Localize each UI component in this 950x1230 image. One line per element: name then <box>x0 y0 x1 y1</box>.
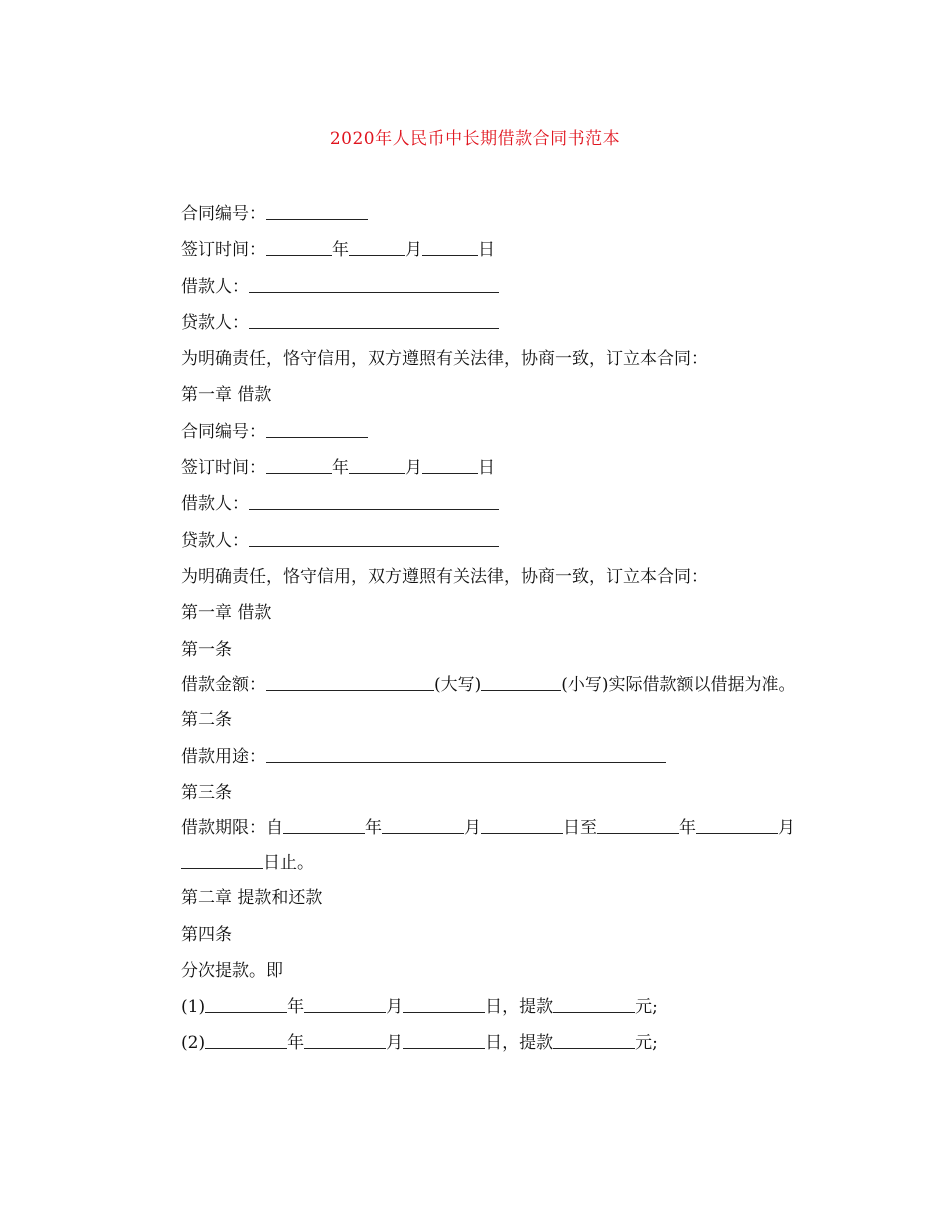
borrower-line: 借款人： <box>143 486 811 522</box>
amount-paragraph: 借款金额： (大写) (小写)实际借款额以借据为准。 <box>181 674 796 695</box>
term-end-year-blank[interactable] <box>597 817 679 834</box>
chapter-heading: 第一章 借款 <box>181 603 272 624</box>
term-start-year-blank[interactable] <box>283 817 365 834</box>
installment-item: (1) 年 月 日，提款 元; <box>181 997 658 1018</box>
amount-lower-blank[interactable] <box>481 674 561 691</box>
term-start-day-blank[interactable] <box>481 817 563 834</box>
preamble: 为明确责任，恪守信用，双方遵照有关法律，协商一致，订立本合同： <box>181 349 708 370</box>
borrower-blank[interactable] <box>249 275 499 292</box>
sign-day-blank[interactable] <box>422 239 478 256</box>
item-year-blank[interactable] <box>205 1032 287 1049</box>
preamble: 为明确责任，恪守信用，双方遵照有关法律，协商一致，订立本合同： <box>181 566 708 587</box>
sign-time-line: 签订时间： 年 月 日 <box>181 240 495 261</box>
chapter-heading: 第二章 提款和还款 <box>181 888 323 909</box>
lender-blank[interactable] <box>249 312 499 329</box>
item-year-blank[interactable] <box>205 996 287 1013</box>
item-amount-blank[interactable] <box>553 1032 635 1049</box>
article-heading: 第一条 <box>181 639 232 660</box>
contract-no-line: 合同编号： <box>143 196 811 232</box>
amount-upper-blank[interactable] <box>266 674 434 691</box>
contract-no-line: 合同编号： <box>143 414 811 450</box>
item-amount-blank[interactable] <box>553 996 635 1013</box>
article-heading: 第三条 <box>181 782 232 803</box>
item-month-blank[interactable] <box>304 996 386 1013</box>
sign-year-blank[interactable] <box>266 457 332 474</box>
lender-blank[interactable] <box>249 530 499 547</box>
document-body <box>143 196 811 1062</box>
chapter-heading: 第一章 借款 <box>181 385 272 406</box>
sign-time-line: 签订时间： 年 月 日 <box>181 458 495 479</box>
term-end-day-blank[interactable] <box>181 852 263 869</box>
purpose-line: 借款用途： <box>143 739 811 775</box>
item-day-blank[interactable] <box>403 1032 485 1049</box>
lender-line: 贷款人： <box>143 305 811 341</box>
contract-no-blank[interactable] <box>266 421 368 438</box>
sign-month-blank[interactable] <box>349 239 405 256</box>
item-day-blank[interactable] <box>403 996 485 1013</box>
installment-item: (2) 年 月 日，提款 元; <box>181 1033 658 1054</box>
borrower-line: 借款人： <box>143 269 811 305</box>
term-start-month-blank[interactable] <box>382 817 464 834</box>
term-end-month-blank[interactable] <box>696 817 778 834</box>
installment-line: 分次提款。即 <box>181 960 283 981</box>
sign-day-blank[interactable] <box>422 457 478 474</box>
sign-month-blank[interactable] <box>349 457 405 474</box>
purpose-blank[interactable] <box>266 746 666 763</box>
sign-year-blank[interactable] <box>266 239 332 256</box>
term-paragraph: 借款期限：自 年 月 日至 年 月日止。 <box>181 818 795 873</box>
contract-no-blank[interactable] <box>266 203 368 220</box>
borrower-blank[interactable] <box>249 493 499 510</box>
item-month-blank[interactable] <box>304 1032 386 1049</box>
article-heading: 第二条 <box>181 710 232 731</box>
lender-line: 贷款人： <box>143 523 811 559</box>
document-title: 2020年人民币中长期借款合同书范本 <box>329 129 621 149</box>
article-heading: 第四条 <box>181 924 232 945</box>
